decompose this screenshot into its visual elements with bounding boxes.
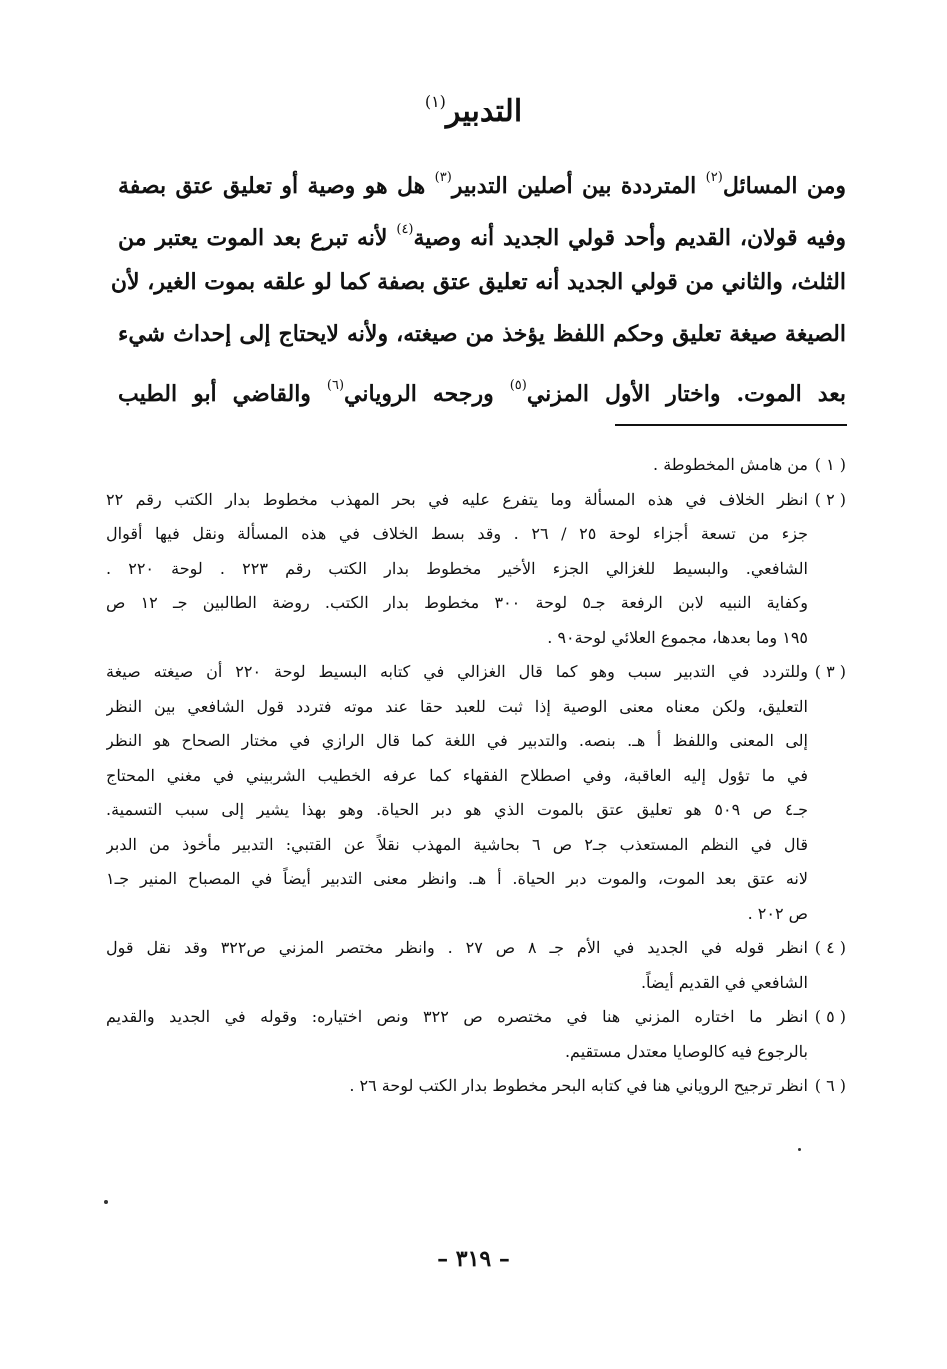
- footnote-line: الشافعي. والبسيط للغزالي الجزء الأخير مخطوط بدار الكتب رقم ٢٢٣ . لوحة ٢٢٠ .: [106, 558, 808, 578]
- footnote-line: انظر ترجيح الروياني هنا في كتابه البحر مخطوط بدار الكتب لوحة ٢٦ .: [349, 1076, 808, 1095]
- footnote-line: انظر قوله في الجديد في الأم جـ ٨ ص ٢٧ . وانظر مختصر المزني ص٣٢٢ وقد نقل قول: [106, 938, 808, 957]
- footnote-line: وللتردد في التدبير سبب وهو كما قال الغزالي في كتابه البسيط لوحة ٢٢٠ أن صيغته صيغة: [106, 662, 808, 681]
- footnote-line: إلى المعنى واللفظ أ هـ. بنصه. والتدبير في اللغة كما قال الرازي في مختار الصحاح هو النظر: [106, 731, 808, 750]
- footnote-number: ( ٣ ): [814, 662, 846, 681]
- scan-speck: [798, 1148, 801, 1151]
- footnote: [106, 448, 846, 483]
- footnote: [106, 655, 846, 931]
- footnote: [106, 1069, 846, 1104]
- footnote-line: في ما تؤول إليه العاقبة، وفي اصطلاح الفقهاء كما عرفه الخطيب الشربيني في مغني المحتاج: [106, 765, 808, 785]
- scan-speck: [104, 1200, 108, 1204]
- footnote-line: التعليق، ولكن معناه معنى الوصية إذا ثبت للعبد حقا عند موته فتردد قول الشافعي بين النظر: [106, 696, 808, 716]
- footnote-line: انظر الخلاف في هذه المسألة وما يتفرع عليه في بحر المهذب مخطوط بدار الكتب رقم ٢٢: [106, 489, 808, 509]
- body-line: [118, 308, 846, 360]
- footnote-line: جـ٤ ص ٥٠٩ هو تعليق عتق بالموت الذي هو دبر الحياة. وهو بهذا يشير إلى سبب التسمية.: [106, 800, 808, 819]
- footnote-line: ١٩٥ وما بعدها، مجموع العلائي لوحة٩٠ .: [547, 627, 808, 647]
- title-text: التدبير: [445, 94, 523, 129]
- footnote-line: الشافعي في القديم أيضاً.: [640, 972, 808, 992]
- body-text-segment: الثلث، والثاني من قولي الجديد أنه تعليق عتق بصفة كما لو علقه بموت الغير، لأن: [110, 269, 846, 295]
- footnote-separator: [615, 424, 847, 426]
- footnote-text: [106, 1069, 808, 1104]
- footnote-text: [106, 1000, 808, 1069]
- body-text-segment: المترددة بين أصلين التدبير: [451, 173, 706, 199]
- title-footnote-ref: (١): [424, 92, 446, 111]
- footnote: [106, 483, 846, 656]
- footnote-line: جزء من تسعة أجزاء لوحة ٢٥ / ٢٦ . وقد بسط الخلاف في هذه المسألة ونقل فيها أقوال: [106, 524, 808, 543]
- footnote-reference: (٦): [326, 378, 345, 393]
- footnote-number: ( ١ ): [814, 455, 846, 474]
- footnote-number: ( ٤ ): [814, 938, 846, 957]
- page-title: [0, 92, 947, 129]
- footnote-text: [106, 931, 808, 1000]
- body-line: [118, 204, 846, 256]
- body-line: [118, 360, 846, 412]
- footnote-line: لانه عتق بعد الموت، والموت دبر الحياة. أ هـ. وانظر معنى التدبير أيضاً في المصباح المنير جـ١: [106, 869, 808, 888]
- body-text-segment: وفيه قولان، القديم وأحد قولي الجديد أنه وصية: [413, 225, 846, 251]
- footnote-number: ( ٦ ): [814, 1076, 846, 1095]
- body-text-segment: ورجحه الروياني: [344, 381, 510, 407]
- footnote-line: انظر ما اختاره المزني هنا في مختصره ص ٣٢٢ ونص اختياره: وقوله في الجديد والقديم: [106, 1007, 808, 1026]
- footnote: [106, 1000, 846, 1069]
- footnote-line: وكفاية النبيه لابن الرفعة جـ٥ لوحة ٣٠٠ مخطوط بدار الكتب. روضة الطالبين جـ ١٢ ص: [106, 593, 808, 612]
- footnotes-section: [106, 448, 846, 1104]
- main-text: [110, 152, 847, 412]
- body-text-segment: هل هو وصية أو تعليق عتق بصفة: [118, 173, 435, 199]
- footnote-reference: (٢): [705, 170, 723, 185]
- footnote-line: ص ٢٠٢ .: [747, 903, 808, 923]
- footnote-text: [106, 483, 808, 656]
- body-text-segment: بعد الموت. واختار الأول المزني: [526, 381, 846, 407]
- body-text-segment: الصيغة صيغة تعليق وحكم اللفظ يؤخذ من صيغته، ولأنه لايحتاج إلى إحداث شيء: [118, 321, 846, 347]
- footnote-reference: (٤): [396, 222, 414, 237]
- footnote-reference: (٣): [434, 170, 452, 185]
- footnote-line: قال في النظم المستعذب جـ٢ ص ٦ بحاشية المهذب نقلاً عن القتبي: التدبير مأخوذ من الدبر: [106, 834, 808, 854]
- footnote-line: بالرجوع فيه كالوصايا معتدل مستقيم.: [564, 1041, 808, 1061]
- footnote-number: ( ٥ ): [814, 1007, 846, 1026]
- footnote-number: ( ٢ ): [814, 489, 846, 509]
- footnote-text: [106, 655, 808, 931]
- footnote-text: [106, 448, 808, 483]
- body-line: [118, 152, 846, 204]
- body-text-segment: لأنه تبرع بعد الموت يعتبر من: [118, 225, 397, 251]
- body-text-segment: والقاضي أبو الطيب: [118, 381, 327, 407]
- footnote-reference: (٥): [509, 378, 527, 393]
- footnote: [106, 931, 846, 1000]
- footnote-line: من هامش المخطوطة .: [653, 455, 808, 474]
- body-line: [110, 256, 846, 308]
- page-number: – ٣١٩ –: [437, 1246, 510, 1272]
- body-text-segment: ومن المسائل: [722, 173, 847, 199]
